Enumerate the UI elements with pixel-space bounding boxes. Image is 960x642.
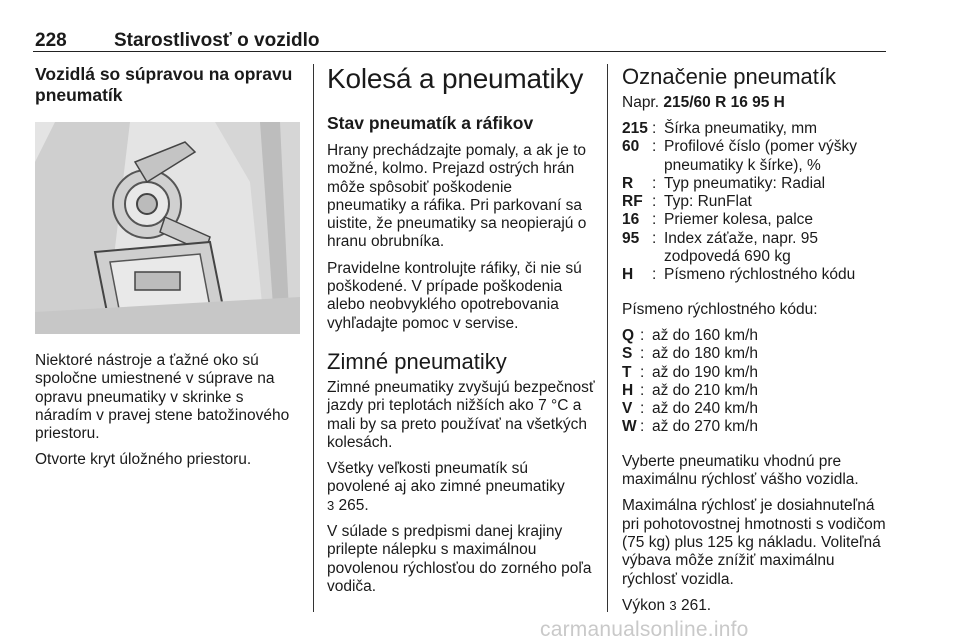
- definition-sep: :: [652, 174, 657, 192]
- example-line: [622, 94, 890, 112]
- page-reference-arrow-icon: 3: [669, 597, 677, 613]
- subsection-heading: Stav pneumatík a ráfikov: [327, 113, 534, 133]
- definition-key: Q: [622, 326, 635, 344]
- definition-key: V: [622, 400, 633, 418]
- page-reference-arrow-icon: 3: [327, 497, 335, 513]
- definition-value: až do 190 km/h: [652, 363, 758, 381]
- page-number: 228: [35, 30, 67, 51]
- definition-value: až do 270 km/h: [652, 418, 758, 436]
- definition-value: Priemer kolesa, palce: [664, 211, 814, 229]
- section-title: Označenie pneumatík: [622, 64, 837, 89]
- column-divider: [607, 64, 608, 612]
- definition-key: RF: [622, 193, 643, 211]
- paragraph: [327, 460, 595, 515]
- column-3: [622, 64, 890, 623]
- paragraph: Niektoré nástroje a ťažné oko sú spoločne umiestnené v súprave na opravu pneumatiky v skrinke s náradím v pravej stene batožinového priestoru.: [35, 352, 290, 443]
- paragraph-text: Výkon: [622, 596, 666, 614]
- definition-sep: :: [640, 326, 645, 344]
- definition-sep: :: [652, 266, 657, 284]
- paragraph: V súlade s predpismi danej krajiny prilepte nálepku s maximálnou povolenou rýchlosťou do zorného poľa vodiča.: [327, 523, 592, 595]
- definition-key: 95: [622, 229, 640, 247]
- definition-value: Index záťaže, napr. 95 zodpovedá 690 kg: [664, 229, 819, 266]
- definition-key: H: [622, 266, 634, 284]
- trunk-compartment-figure: [35, 122, 300, 334]
- definition-sep: :: [640, 363, 645, 381]
- definition-sep: :: [652, 229, 657, 247]
- paragraph: Otvorte kryt úložného priestoru.: [35, 451, 252, 469]
- definition-key: R: [622, 174, 634, 192]
- paragraph-text: Všetky veľkosti pneumatík sú povolené aj ako zimné pneumatiky: [327, 460, 565, 496]
- definition-key: T: [622, 363, 632, 381]
- section-title: Kolesá a pneumatiky: [327, 63, 584, 94]
- definition-sep: :: [640, 400, 645, 418]
- definition-value: Šírka pneumatiky, mm: [664, 120, 818, 137]
- definition-key: H: [622, 381, 634, 399]
- definition-key: 16: [622, 211, 640, 229]
- column-divider: [313, 64, 314, 612]
- definition-value: až do 210 km/h: [652, 381, 758, 399]
- definition-sep: :: [652, 211, 657, 229]
- paragraph: Vyberte pneumatiku vhodnú pre maximálnu rýchlosť vášho vozidla.: [622, 452, 859, 489]
- paragraph: Zimné pneumatiky zvyšujú bezpečnosť jazdy pri teplotách nižších ako 7 °C a mali by sa preto používať na všetkých kolesách.: [327, 378, 595, 451]
- definition-list: [622, 120, 890, 285]
- definition-value: Typ: RunFlat: [664, 193, 752, 211]
- definition-key: W: [622, 418, 637, 436]
- definition-sep: :: [640, 345, 645, 363]
- definition-sep: :: [652, 120, 657, 137]
- paragraph: [622, 597, 890, 615]
- paragraph: Hrany prechádzajte pomaly, a ak je to možné, kolmo. Prejazd ostrých hrán môže spôsobiť poškodenie pneumatiky a ráfika. Pri parkovaní sa uistite, že pneumatiky sa neopierajú o hranu obrubníka.: [327, 142, 587, 251]
- definition-key: 215: [622, 120, 648, 137]
- definition-value: Písmeno rýchlostného kódu: [664, 266, 856, 284]
- definition-value: až do 160 km/h: [652, 326, 758, 344]
- definition-sep: :: [640, 381, 645, 399]
- example-prefix: Napr.: [622, 94, 664, 111]
- example-code: 215/60 R 16 95 H: [663, 94, 785, 111]
- definition-sep: :: [640, 418, 645, 436]
- subsection-title: Zimné pneumatiky: [327, 348, 507, 374]
- page-reference-link[interactable]: 265.: [334, 496, 369, 514]
- definition-sep: :: [652, 138, 657, 156]
- speed-code-list: [622, 327, 890, 437]
- paragraph: Písmeno rýchlostného kódu:: [622, 300, 818, 318]
- definition-value: až do 240 km/h: [652, 400, 758, 418]
- watermark: carmanualsonline.info: [540, 618, 749, 641]
- section-heading: Vozidlá so súpravou na opravu pneumatík: [35, 64, 293, 105]
- page-header: [33, 27, 886, 52]
- running-title: Starostlivosť o vozidlo: [114, 30, 320, 51]
- definition-key: S: [622, 345, 633, 363]
- definition-key: 60: [622, 138, 640, 156]
- column-2: [327, 64, 595, 604]
- column-1: [35, 64, 300, 478]
- definition-sep: :: [652, 193, 657, 211]
- paragraph: Maximálna rýchlosť je dosiahnuteľná pri pohotovostnej hmotnosti s vodičom (75 kg) plus 125 kg nákladu. Voliteľná výbava môže znížiť maximálnu rýchlosť vozidla.: [622, 497, 886, 588]
- definition-value: Profilové číslo (pomer výšky pneumatiky k šírke), %: [664, 138, 857, 174]
- definition-value: až do 180 km/h: [652, 345, 758, 363]
- paragraph: Pravidelne kontrolujte ráfiky, či nie sú poškodené. V prípade poškodenia alebo neobvyklého opotrebovania vyhľadajte pomoc v servise.: [327, 259, 582, 332]
- definition-value: Typ pneumatiky: Radial: [664, 174, 826, 192]
- page-reference-link[interactable]: 261.: [676, 596, 712, 614]
